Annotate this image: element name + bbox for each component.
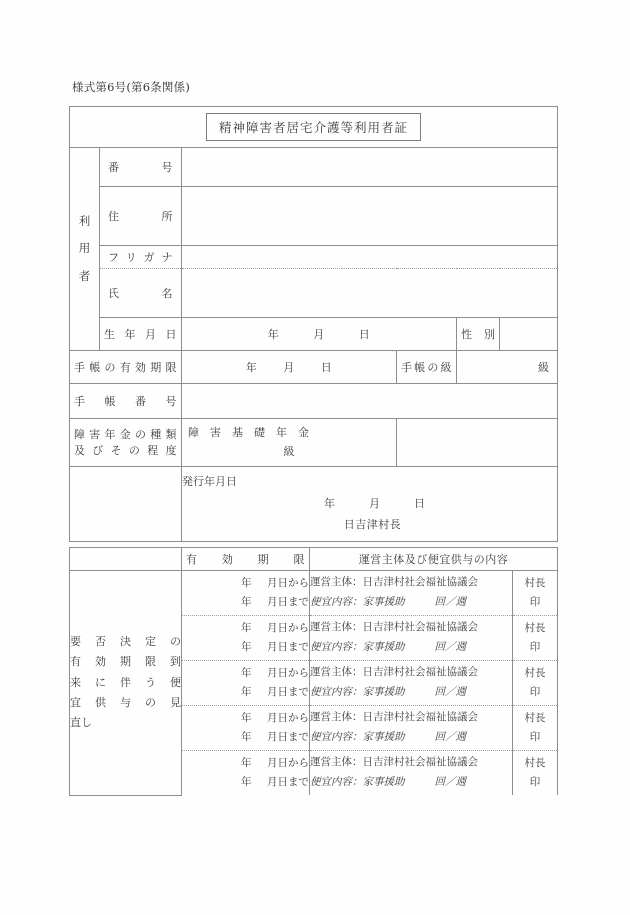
review-from-day: 日から: [277, 756, 309, 769]
review-period-cell[interactable]: [182, 706, 310, 751]
review-period-cell[interactable]: [182, 616, 310, 661]
review-from-month: 月: [267, 756, 278, 769]
review-seal-line-2: 印: [529, 731, 541, 743]
issuance-label: 発行年月日: [182, 475, 237, 489]
address-value-cell[interactable]: [182, 187, 558, 246]
row-number: [70, 148, 558, 187]
review-period-cell[interactable]: [182, 571, 310, 616]
birthdate-value-cell[interactable]: [182, 318, 457, 351]
birthdate-label: 生年月日: [104, 328, 177, 341]
review-seal-line-1: 村長: [524, 576, 546, 589]
number-label-cell: [100, 148, 182, 187]
review-vertical-label: [70, 571, 182, 796]
issuance-year: 年: [324, 496, 335, 510]
review-operator: 運営主体：日吉津村社会福祉協議会: [310, 711, 478, 724]
review-table: [69, 547, 558, 796]
review-header-content: 運営主体及び便宜供与の内容: [358, 553, 509, 566]
review-service: 便宜内容：家事援助: [310, 731, 405, 743]
gender-label-cell: [457, 318, 500, 351]
review-row: [70, 571, 558, 616]
review-from-month: 月: [267, 621, 278, 634]
review-frequency: 回／週: [434, 776, 466, 788]
review-period-from: [182, 709, 309, 728]
handbook-expiry-year: 年: [245, 361, 258, 374]
pension-grade-unit: 級: [283, 445, 295, 459]
number-value-cell[interactable]: [182, 148, 558, 187]
pension-label-line-2: 及びその程度: [74, 444, 177, 458]
review-label-line-4: 宜供与の見: [70, 695, 181, 709]
row-issuance: [70, 466, 558, 541]
handbook-number-label-cell: [70, 384, 182, 419]
review-period-from: [182, 664, 309, 683]
review-from-year: 年: [241, 621, 252, 634]
review-to-year: 年: [241, 686, 252, 698]
review-period-from: [182, 619, 309, 638]
issuance-date-run[interactable]: [182, 493, 557, 514]
review-to-day: 日まで: [277, 686, 309, 698]
review-period-cell[interactable]: [182, 751, 310, 796]
review-header-period: 有 効 期 限: [186, 553, 305, 566]
handbook-expiry-day: 日: [320, 361, 333, 374]
review-header-content-cell: [310, 548, 558, 571]
review-seal-line-1: 村長: [524, 621, 546, 634]
review-period-cell[interactable]: [182, 661, 310, 706]
review-from-year: 年: [241, 711, 252, 724]
review-frequency: 回／週: [434, 731, 466, 743]
review-to-month: 月: [267, 596, 278, 608]
address-label: 住 所: [108, 210, 173, 223]
issuance-cell: [182, 466, 558, 541]
review-frequency: 回／週: [434, 686, 466, 698]
review-to-day: 日まで: [277, 731, 309, 743]
review-label-line-3: 来に伴う便: [70, 675, 181, 689]
handbook-expiry-label-cell: [70, 351, 182, 384]
birthdate-month: 月: [313, 328, 325, 341]
user-vertical-label: [70, 148, 100, 351]
review-label-line-5: 直し: [70, 716, 92, 730]
user-vertical-char-3: 者: [78, 268, 91, 283]
review-period-to: [182, 683, 309, 702]
review-seal-line-1: 村長: [524, 756, 546, 769]
review-service-line: [310, 638, 512, 658]
review-to-day: 日まで: [277, 596, 309, 608]
name-label-cell: [100, 269, 182, 318]
handbook-grade-label: 手帳の級: [401, 361, 452, 374]
review-period-from: [182, 574, 309, 593]
review-to-year: 年: [241, 596, 252, 608]
issuance-day: 日: [414, 496, 425, 510]
pension-extra-cell[interactable]: [397, 419, 558, 467]
gender-value-cell[interactable]: [500, 318, 558, 351]
review-to-day: 日まで: [277, 776, 309, 788]
review-content-cell[interactable]: [310, 706, 513, 751]
pension-type-cell[interactable]: [182, 419, 397, 467]
review-service: 便宜内容：家事援助: [310, 776, 405, 788]
title-cell: [70, 107, 558, 148]
review-service-line: [310, 728, 512, 748]
review-seal-line-1: 村長: [524, 711, 546, 724]
name-label: 氏 名: [108, 287, 173, 300]
row-pension: [70, 419, 558, 467]
review-seal-cell[interactable]: [513, 616, 558, 661]
review-operator: 運営主体：日吉津村社会福祉協議会: [310, 621, 478, 634]
handbook-grade-label-cell: [397, 351, 457, 384]
review-to-month: 月: [267, 731, 278, 743]
review-from-year: 年: [241, 576, 252, 589]
review-content-cell[interactable]: [310, 616, 513, 661]
pension-label-cell: [70, 419, 182, 467]
review-header-blank-cell: [70, 548, 182, 571]
pension-type-value: 障 害 基 礎 年 金: [188, 426, 309, 439]
issuance-month: 月: [369, 496, 380, 510]
review-to-year: 年: [241, 776, 252, 788]
review-from-day: 日から: [277, 666, 309, 679]
review-seal-line-2: 印: [529, 596, 541, 608]
review-label-line-1: 要否決定の: [70, 634, 181, 648]
review-seal-line-2: 印: [529, 686, 541, 698]
review-service-line: [310, 683, 512, 703]
row-handbook-expiry: [70, 351, 558, 384]
review-service: 便宜内容：家事援助: [310, 596, 405, 608]
birthdate-day: 日: [358, 328, 371, 341]
handbook-expiry-month: 月: [283, 361, 295, 374]
user-vertical-char-1: 利: [78, 214, 91, 229]
review-from-day: 日から: [277, 621, 309, 634]
review-content-cell[interactable]: [310, 751, 513, 796]
handbook-grade-value-cell[interactable]: [457, 351, 558, 384]
review-seal-cell[interactable]: [513, 571, 558, 616]
review-to-year: 年: [241, 731, 252, 743]
furigana-label-cell: [100, 246, 182, 269]
birthdate-label-cell: [100, 318, 182, 351]
review-period-from: [182, 754, 309, 773]
issuer-name: 日吉津村長: [343, 518, 402, 532]
row-furigana: [70, 246, 558, 269]
review-from-day: 日から: [277, 711, 309, 724]
review-to-day: 日まで: [277, 641, 309, 653]
review-to-year: 年: [241, 641, 252, 653]
document-title: 精神障害者居宅介護等利用者証: [206, 113, 421, 141]
review-period-to: [182, 593, 309, 612]
review-to-month: 月: [267, 776, 278, 788]
review-from-month: 月: [267, 711, 278, 724]
row-address: [70, 187, 558, 246]
name-value-cell[interactable]: [182, 269, 558, 318]
review-from-month: 月: [267, 666, 278, 679]
review-service-line: [310, 773, 512, 793]
review-seal-cell[interactable]: [513, 751, 558, 796]
row-name: [70, 269, 558, 318]
review-seal-line-2: 印: [529, 776, 541, 788]
handbook-expiry-date-run: [246, 359, 333, 375]
review-content-cell[interactable]: [310, 661, 513, 706]
address-label-cell: [100, 187, 182, 246]
gender-label: 性 別: [461, 328, 496, 341]
handbook-grade-unit: 級: [538, 361, 549, 374]
review-to-month: 月: [267, 641, 278, 653]
number-label: 番 号: [108, 161, 173, 174]
handbook-number-label: 手帳番号: [74, 395, 177, 408]
handbook-expiry-label: 手帳の有効期限: [74, 361, 177, 374]
issuance-blank-cell: [70, 466, 182, 541]
review-operator: 運営主体：日吉津村社会福祉協議会: [310, 666, 478, 679]
row-birthdate: [70, 318, 558, 351]
review-content-cell[interactable]: [310, 571, 513, 616]
review-frequency: 回／週: [434, 596, 466, 608]
review-seal-cell[interactable]: [513, 661, 558, 706]
review-service: 便宜内容：家事援助: [310, 686, 405, 698]
review-seal-line-2: 印: [529, 641, 541, 653]
handbook-number-value-cell[interactable]: [182, 384, 558, 419]
row-handbook-number: [70, 384, 558, 419]
review-to-month: 月: [267, 686, 278, 698]
review-seal-cell[interactable]: [513, 706, 558, 751]
user-vertical-char-2: 用: [78, 241, 91, 256]
review-period-to: [182, 773, 309, 792]
title-row: [70, 107, 558, 148]
handbook-expiry-value-cell[interactable]: [182, 351, 397, 384]
furigana-value-cell[interactable]: [182, 246, 558, 269]
review-service: 便宜内容：家事援助: [310, 641, 405, 653]
review-from-month: 月: [267, 576, 278, 589]
review-seal-line-1: 村長: [524, 666, 546, 679]
review-header-period-cell: [182, 548, 310, 571]
review-period-to: [182, 638, 309, 657]
review-label-line-2: 有効期限到: [70, 655, 181, 669]
form-number-label: 様式第6号(第6条関係): [72, 80, 191, 94]
review-header-row: [70, 548, 558, 571]
review-operator: 運営主体：日吉津村社会福祉協議会: [310, 756, 478, 769]
birthdate-date-run: [268, 326, 371, 342]
user-certificate-table: [69, 106, 558, 542]
review-frequency: 回／週: [434, 641, 466, 653]
birthdate-year: 年: [267, 328, 280, 341]
review-operator: 運営主体：日吉津村社会福祉協議会: [310, 576, 478, 589]
review-from-year: 年: [241, 666, 252, 679]
review-service-line: [310, 593, 512, 613]
review-from-year: 年: [241, 756, 252, 769]
review-from-day: 日から: [277, 576, 309, 589]
review-period-to: [182, 728, 309, 747]
pension-label-line-1: 障害年金の種類: [74, 428, 177, 442]
furigana-label: フリガナ: [108, 251, 173, 264]
